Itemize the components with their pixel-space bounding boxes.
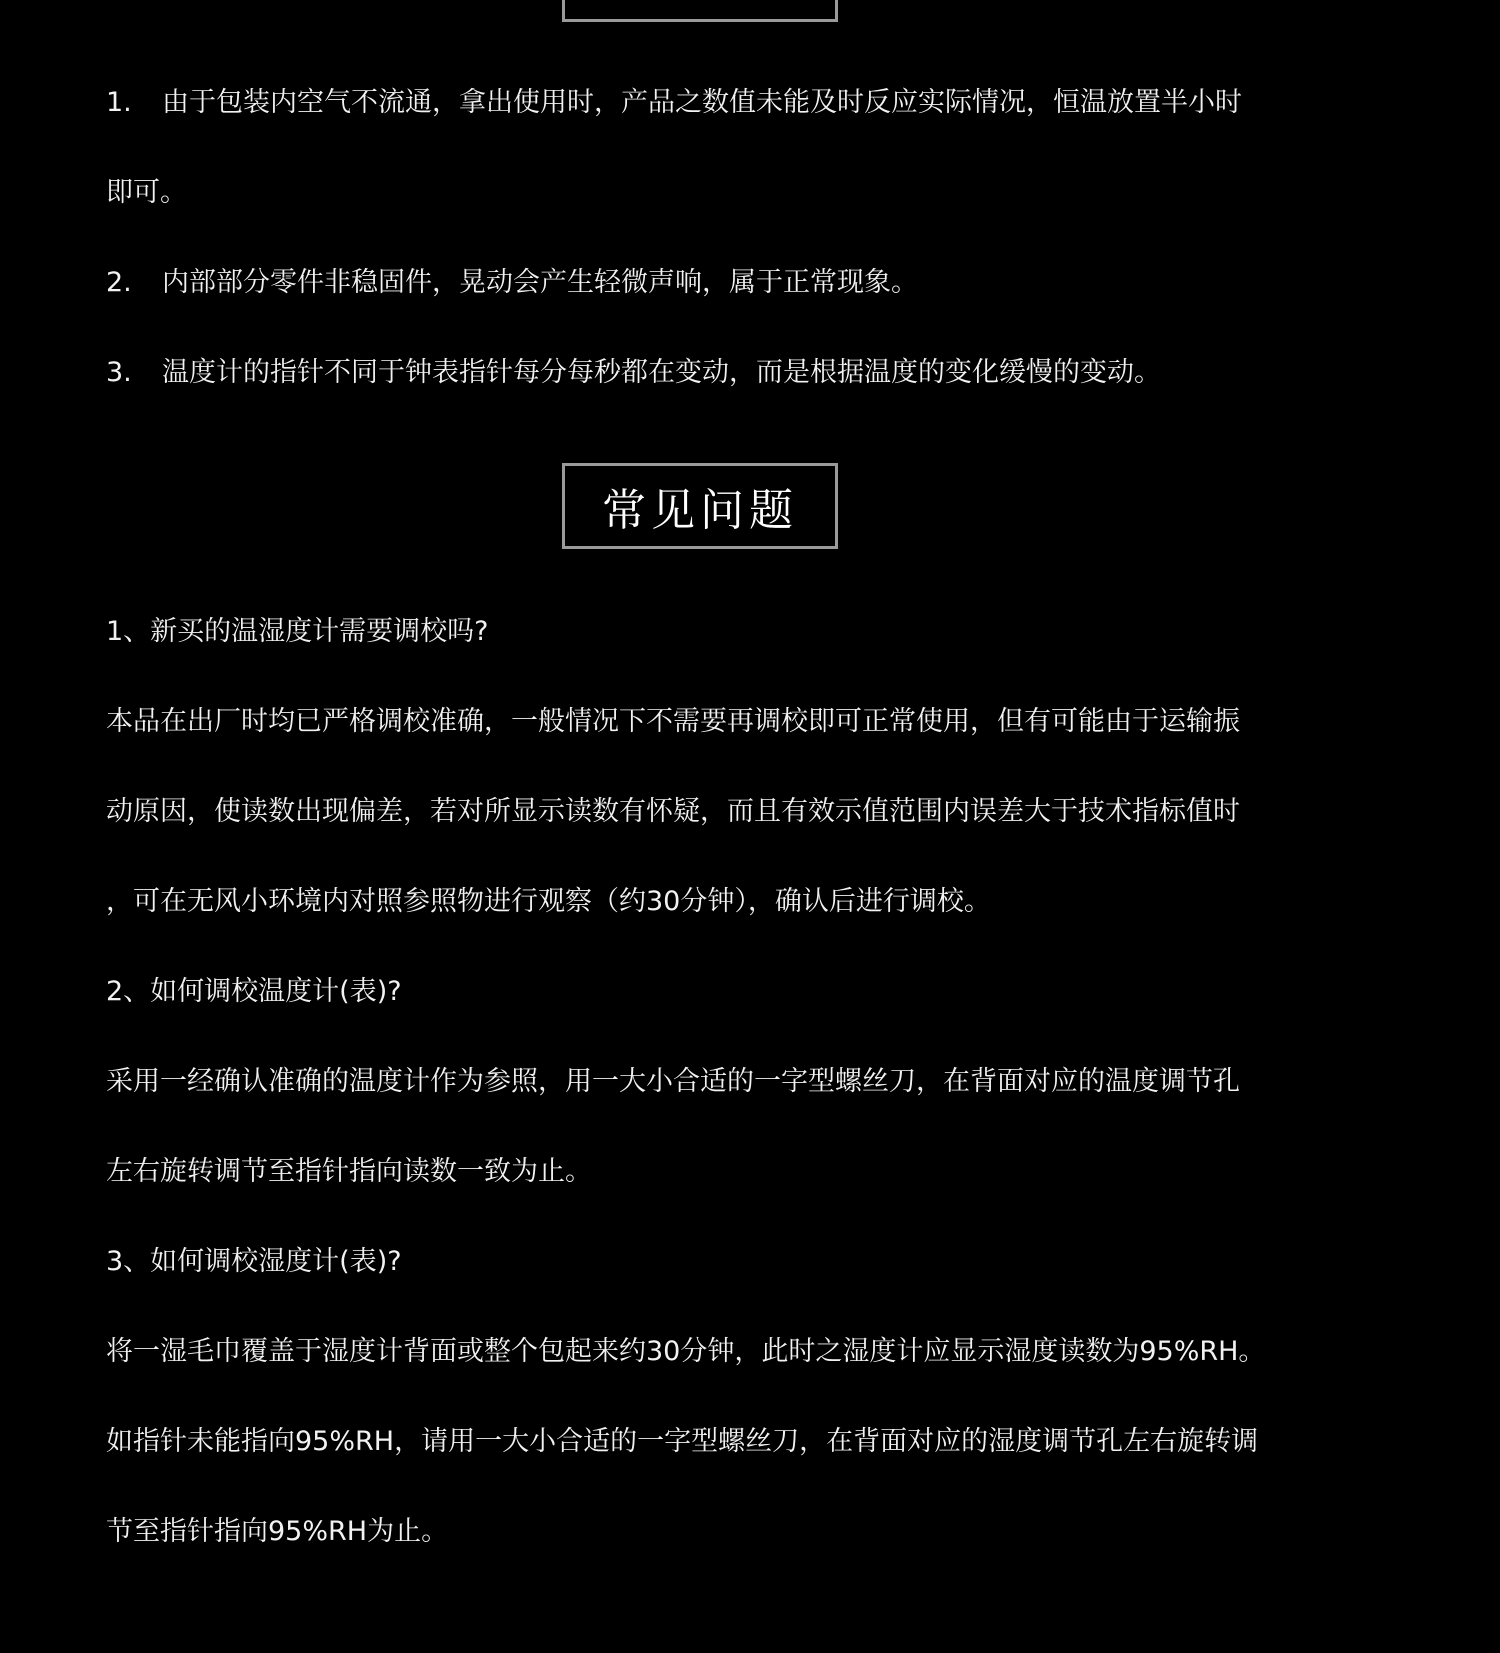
tip-text: 内部部分零件非稳固件，晃动会产生轻微声响，属于正常现象。 xyxy=(162,267,918,298)
faq-answer-1-line-2: 动原因，使读数出现偏差，若对所显示读数有怀疑，而且有效示值范围内误差大于技术指标值时 xyxy=(106,796,1240,827)
tip-text-continuation: 即可。 xyxy=(106,177,187,208)
tip-item-1-continuation xyxy=(106,173,187,213)
tip-number: 1. xyxy=(106,87,132,118)
tip-item-2 xyxy=(106,263,918,303)
tip-text: 由于包装内空气不流通，拿出使用时，产品之数值未能及时反应实际情况，恒温放置半小时 xyxy=(162,87,1242,118)
tip-item-3 xyxy=(106,353,1161,393)
faq-answer-3-line-1: 将一湿毛巾覆盖于湿度计背面或整个包起来约30分钟，此时之湿度计应显示湿度读数为95%RH。 xyxy=(106,1336,1266,1367)
tip-number: 3. xyxy=(106,357,132,388)
tip-text: 温度计的指针不同于钟表指针每分每秒都在变动，而是根据温度的变化缓慢的变动。 xyxy=(162,357,1161,388)
faq-title: 常见问题 xyxy=(602,485,798,536)
faq-answer-1-line-1: 本品在出厂时均已严格调校准确，一般情况下不需要再调校即可正常使用，但有可能由于运输振 xyxy=(106,706,1240,737)
faq-question-1: 1、新买的温湿度计需要调校吗? xyxy=(106,616,489,647)
tip-item-1 xyxy=(106,83,1242,123)
faq-answer-3-line-3: 节至指针指向95%RH为止。 xyxy=(106,1516,449,1547)
faq-question-2: 2、如何调校温度计(表)? xyxy=(106,976,402,1007)
faq-answer-2-line-2: 左右旋转调节至指针指向读数一致为止。 xyxy=(106,1156,592,1187)
faq-answer-2-line-1: 采用一经确认准确的温度计作为参照，用一大小合适的一字型螺丝刀，在背面对应的温度调节孔 xyxy=(106,1066,1240,1097)
faq-answer-3-line-2: 如指针未能指向95%RH，请用一大小合适的一字型螺丝刀，在背面对应的湿度调节孔左右旋转调 xyxy=(106,1426,1259,1457)
section-title-box-tips xyxy=(562,0,838,22)
faq-question-3: 3、如何调校湿度计(表)? xyxy=(106,1246,402,1277)
section-title-box-faq xyxy=(562,463,838,549)
tip-number: 2. xyxy=(106,267,132,298)
faq-answer-1-line-3: ，可在无风小环境内对照参照物进行观察（约30分钟），确认后进行调校。 xyxy=(106,886,991,917)
